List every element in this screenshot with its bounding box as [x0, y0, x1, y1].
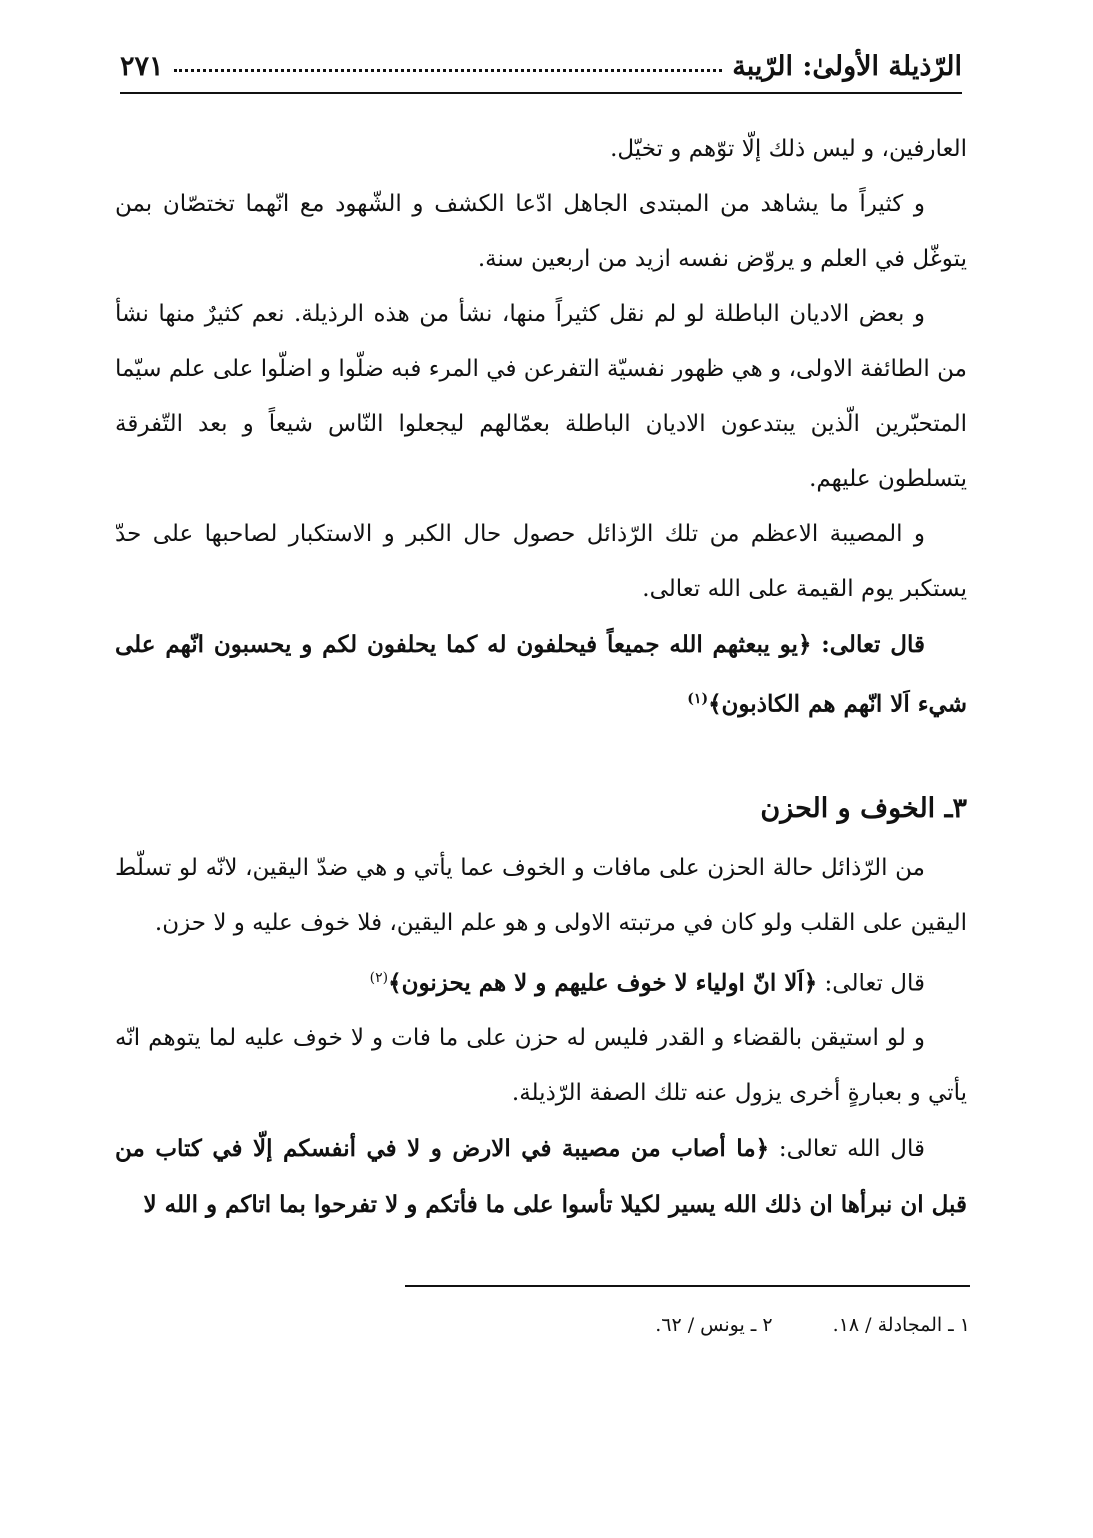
section-spacer: [115, 732, 967, 776]
section-heading: ٣ـ الخوف و الحزن: [760, 792, 967, 824]
footnote-2: ٢ ـ يونس / ٦٢.: [655, 1314, 773, 1336]
footnotes: [405, 1310, 970, 1340]
citation-intro: قال الله تعالى:: [769, 1136, 926, 1163]
quran-citation-paragraph: [115, 951, 967, 1012]
chapter-title: الرّذيلة الأولىٰ: الرّيبة: [732, 50, 962, 82]
quran-citation-paragraph: [115, 1121, 967, 1233]
paragraph: و بعض الاديان الباطلة لو لم نقل كثيراً منها، نشأ من هذه الرذيلة. نعم كثيرٌ منها نشأ من الطائفة الاولى، و هي ظهور نفسيّة التفرعن في المرء فبه ضلّوا و اضلّوا على علم سيّما المتحبّرين الّذين يبتدعون الاديان الباطلة بعمّالهم ليجعلوا النّاس شيعاً و بعد التّفرقة يتسلطون عليهم.: [115, 301, 967, 492]
footnote-1: ١ ـ المجادلة / ١٨.: [832, 1314, 970, 1336]
page-number: ٢٧١: [120, 50, 164, 82]
footnote-ref: (٢): [369, 969, 389, 986]
quran-verse: ﴿اَلا انّ اولياء لا خوف عليهم و لا هم يحزنون﴾: [388, 969, 818, 997]
quran-verse: ﴿ما أصاب من مصيبة في الارض و لا في أنفسكم إلّا في كتاب من قبل ان نبرأها ان ذلك الله يسير لكيلا تأسوا على ما فأتكم و لا تفرحوا بما اتاكم و الله لا: [115, 1135, 967, 1219]
paragraph: و المصيبة الاعظم من تلك الرّذائل حصول حال الكبر و الاستكبار لصاحبها على حدّ يستكبر يوم القيمة على الله تعالى.: [115, 521, 967, 602]
paragraph: و كثيراً ما يشاهد من المبتدى الجاهل ادّعا الكشف و الشّهود مع انّهما تختصّان بمن يتوغّل في العلم و يروّض نفسه ازيد من اربعين سنة.: [115, 191, 967, 272]
paragraph: و لو استيقن بالقضاء و القدر فليس له حزن على ما فات و لا خوف عليه لما يتوهم انّه يأتي و بعبارةٍ أخرى يزول عنه تلك الصفة الرّذيلة.: [115, 1025, 967, 1107]
quran-verse: ﴿يو يبعثهم الله جميعاً فيحلفون له كما يحلفون لكم و يحسبون انّهم على شيء اَلا انّهم هم الكاذبون﴾: [115, 631, 967, 718]
leader-dots: [174, 61, 723, 72]
footnote-divider: [405, 1285, 970, 1287]
footnote-ref: (١): [687, 691, 709, 707]
paragraph: العارفين، و ليس ذلك إلّا توّهم و تخيّل.: [610, 136, 967, 162]
body-text: [115, 122, 967, 1233]
citation-intro: قال تعالى:: [811, 631, 925, 658]
paragraph: من الرّذائل حالة الحزن على مافات و الخوف عما يأتي و هي ضدّ اليقين، لانّه لو تسلّط اليقين على القلب ولو كان في مرتبته الاولى و هو علم اليقين، فلا خوف عليه و لا حزن.: [115, 854, 967, 936]
running-header: [120, 40, 962, 94]
quran-citation-paragraph: [115, 617, 967, 732]
citation-intro: قال تعالى:: [817, 970, 925, 997]
